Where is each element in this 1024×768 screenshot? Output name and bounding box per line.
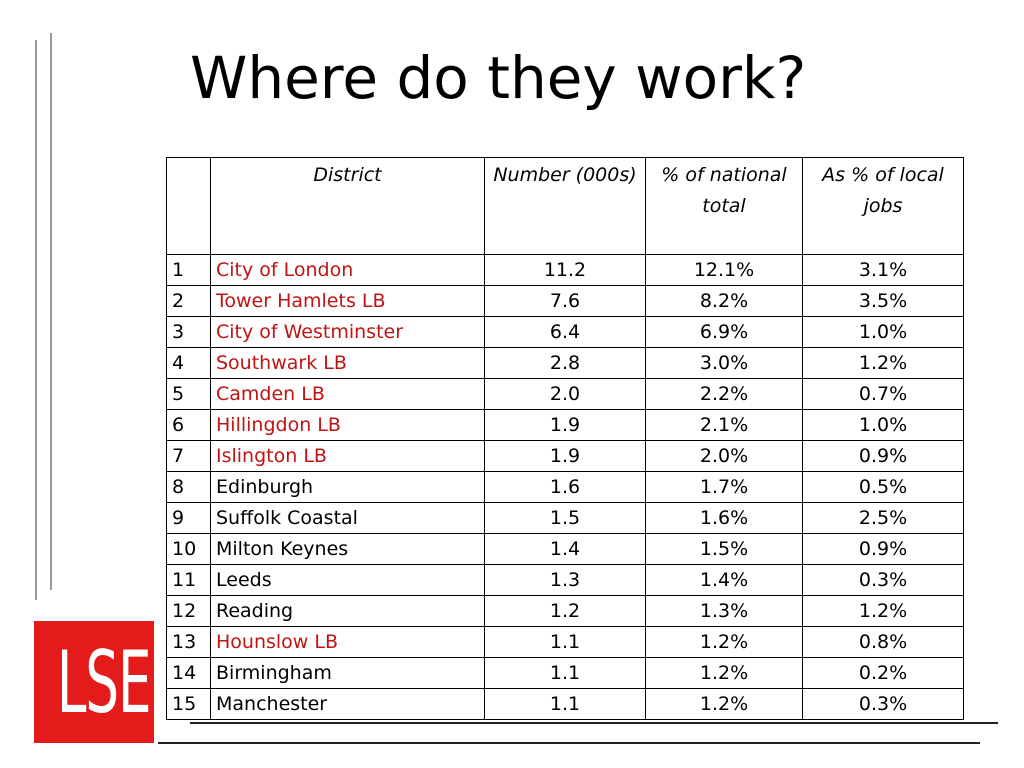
local-share-cell: 3.5% [803,286,964,317]
rank-cell: 14 [167,658,211,689]
header-national-share: % of national total [646,158,803,255]
national-share-cell: 1.2% [646,658,803,689]
bottom-rule-lower [158,742,980,744]
national-share-cell: 8.2% [646,286,803,317]
number-cell: 2.8 [485,348,646,379]
number-cell: 11.2 [485,255,646,286]
local-share-cell: 3.1% [803,255,964,286]
national-share-cell: 1.2% [646,689,803,720]
district-cell: Leeds [211,565,485,596]
slide-title: Where do they work? [190,44,807,112]
rank-cell: 1 [167,255,211,286]
number-cell: 7.6 [485,286,646,317]
national-share-cell: 1.5% [646,534,803,565]
national-share-cell: 1.2% [646,627,803,658]
district-cell: Southwark LB [211,348,485,379]
number-cell: 1.6 [485,472,646,503]
bottom-rule-upper [190,722,998,724]
table-row [167,348,964,379]
rank-cell: 2 [167,286,211,317]
national-share-cell: 1.4% [646,565,803,596]
number-cell: 1.1 [485,689,646,720]
table-body [167,255,964,720]
district-cell: Birmingham [211,658,485,689]
left-divider-outer [35,40,37,600]
district-cell: Milton Keynes [211,534,485,565]
national-share-cell: 12.1% [646,255,803,286]
table-row [167,503,964,534]
number-cell: 6.4 [485,317,646,348]
local-share-cell: 0.3% [803,689,964,720]
employment-by-district-table [166,157,964,720]
local-share-cell: 1.2% [803,348,964,379]
rank-cell: 11 [167,565,211,596]
national-share-cell: 3.0% [646,348,803,379]
local-share-cell: 0.5% [803,472,964,503]
table-row [167,689,964,720]
rank-cell: 13 [167,627,211,658]
number-cell: 1.2 [485,596,646,627]
table-row [167,255,964,286]
local-share-cell: 1.0% [803,410,964,441]
rank-cell: 6 [167,410,211,441]
district-cell: City of Westminster [211,317,485,348]
table-row [167,472,964,503]
rank-cell: 10 [167,534,211,565]
district-cell: Reading [211,596,485,627]
rank-cell: 5 [167,379,211,410]
national-share-cell: 1.3% [646,596,803,627]
rank-cell: 15 [167,689,211,720]
district-cell: Islington LB [211,441,485,472]
rank-cell: 8 [167,472,211,503]
table-row [167,410,964,441]
rank-cell: 7 [167,441,211,472]
number-cell: 1.9 [485,410,646,441]
header-local-share: As % of local jobs [803,158,964,255]
rank-cell: 4 [167,348,211,379]
header-number: Number (000s) [485,158,646,255]
lse-logo [34,621,154,743]
district-cell: Manchester [211,689,485,720]
lse-logo-text: LSE [56,633,151,733]
table-row [167,658,964,689]
local-share-cell: 1.0% [803,317,964,348]
table-row [167,317,964,348]
number-cell: 1.4 [485,534,646,565]
national-share-cell: 6.9% [646,317,803,348]
header-rank [167,158,211,255]
local-share-cell: 0.3% [803,565,964,596]
district-cell: City of London [211,255,485,286]
number-cell: 1.1 [485,627,646,658]
district-cell: Tower Hamlets LB [211,286,485,317]
table-row [167,627,964,658]
national-share-cell: 2.0% [646,441,803,472]
local-share-cell: 0.2% [803,658,964,689]
number-cell: 2.0 [485,379,646,410]
header-district: District [211,158,485,255]
rank-cell: 3 [167,317,211,348]
local-share-cell: 0.7% [803,379,964,410]
table-row [167,565,964,596]
local-share-cell: 0.9% [803,441,964,472]
table-row [167,596,964,627]
district-cell: Hounslow LB [211,627,485,658]
district-cell: Suffolk Coastal [211,503,485,534]
national-share-cell: 1.7% [646,472,803,503]
table-row [167,379,964,410]
district-cell: Edinburgh [211,472,485,503]
local-share-cell: 2.5% [803,503,964,534]
national-share-cell: 2.1% [646,410,803,441]
table-header-row [167,158,964,255]
number-cell: 1.1 [485,658,646,689]
local-share-cell: 0.8% [803,627,964,658]
rank-cell: 9 [167,503,211,534]
table-row [167,286,964,317]
table-row [167,534,964,565]
local-share-cell: 1.2% [803,596,964,627]
number-cell: 1.5 [485,503,646,534]
local-share-cell: 0.9% [803,534,964,565]
district-cell: Camden LB [211,379,485,410]
number-cell: 1.3 [485,565,646,596]
number-cell: 1.9 [485,441,646,472]
left-divider-inner [50,33,52,590]
table-row [167,441,964,472]
national-share-cell: 1.6% [646,503,803,534]
national-share-cell: 2.2% [646,379,803,410]
district-cell: Hillingdon LB [211,410,485,441]
rank-cell: 12 [167,596,211,627]
